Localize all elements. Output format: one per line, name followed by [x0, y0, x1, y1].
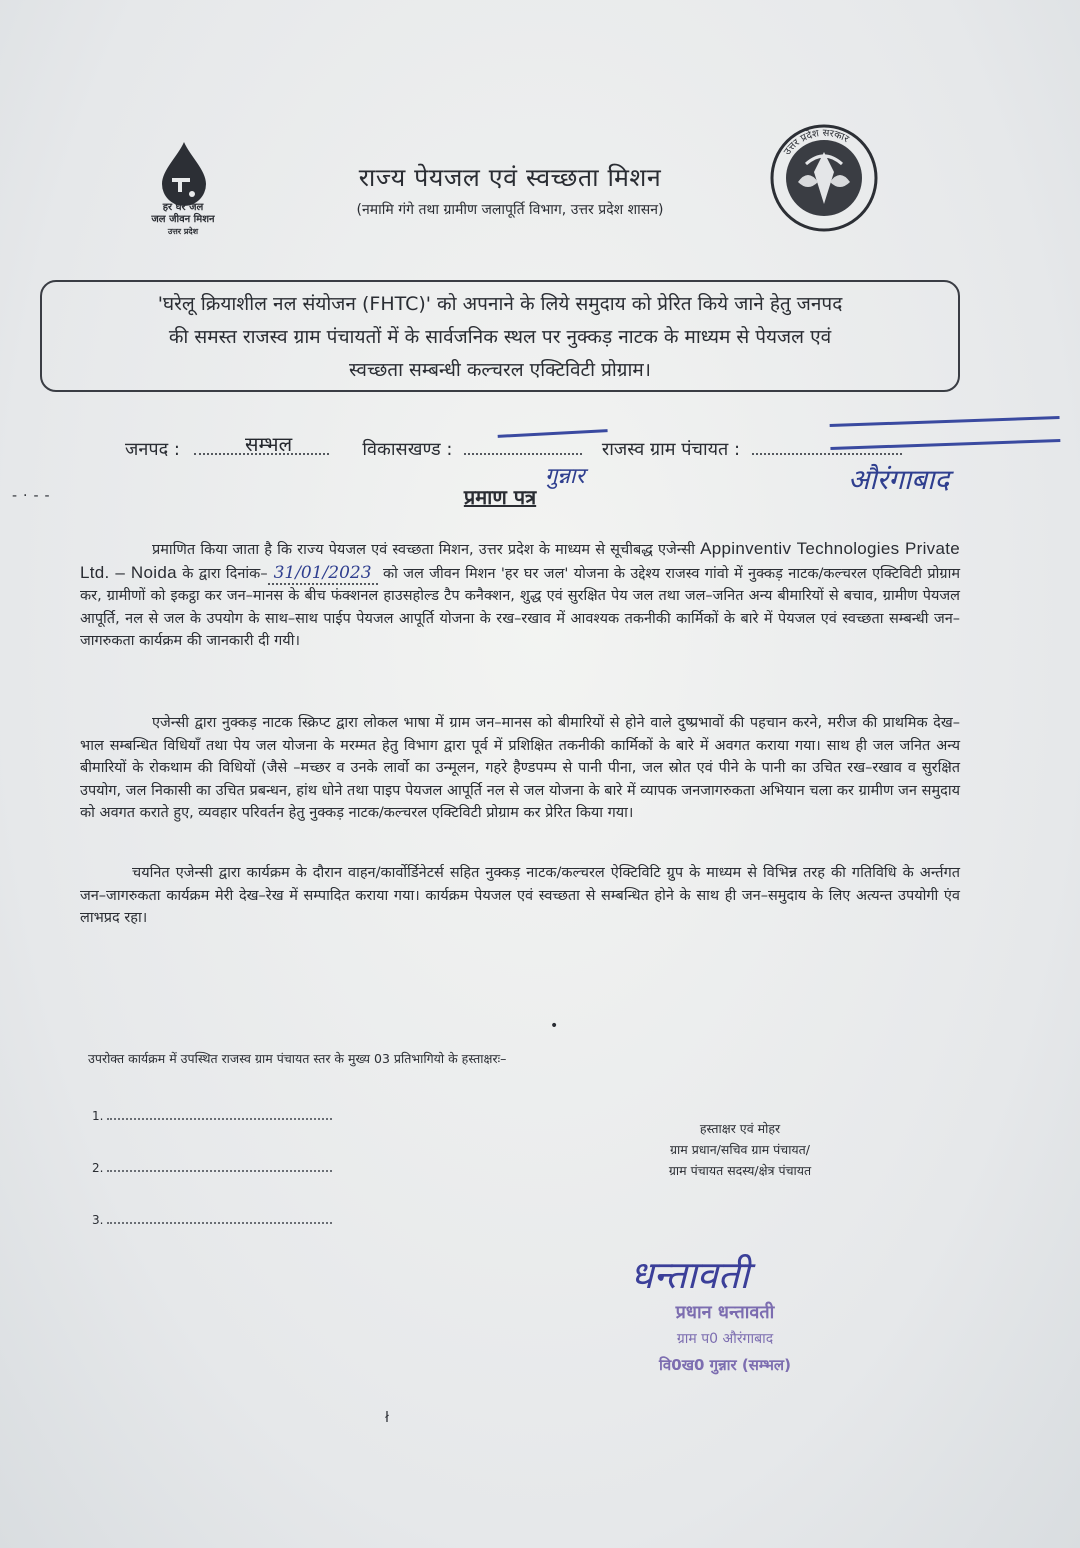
para2-text: एजेन्सी द्वारा नुक्कड़ नाटक स्क्रिप्ट द्वारा लोकल भाषा में ग्राम जन–मानस को बीमारियों से होने वाले दुष्प्रभावों की पहचान करने, मरीज की प्राथमिक देख–भाल सम्बन्धित विधियाँ तथा पेय जल योजना के मरम्मत हेतु विभाग द्वारा पूर्व में प्रशिक्षित तकनीकी कार्मिकों के बारे में अवगत कराया गया। साथ ही जल जनित अन्य बीमारियों के रोकथाम की विधियों (जैसे –मच्छर व उनके लार्वो का उन्मूलन, गहरे हैण्डपम्प से पानी पीना, जल स्रोत एवं पीने के पानी का उचित रख–रखाव व सुरक्षित उपयोग, जल निकासी का उचित प्रबन्धन, हांथ धोने तथा पाइप पेयजल आपूर्ति नल से जल योजना के बारे में व्यापक जनजागरुकता अभियान चला कर ग्रामीण जन समुदाय को अवगत कराते हुए, व्यवहार परिवर्तन हेतु नुक्कड़ नाटक/कल्चरल एक्टिविटी प्रोग्राम कर प्रेरित किया गया।	[80, 715, 960, 821]
margin-mark: -·--	[12, 488, 56, 504]
para1-part-a: प्रमाणित किया जाता है कि राज्य पेयजल एवं स्वच्छता मिशन, उत्तर प्रदेश के माध्यम से सूचीबद्ध एजेन्सी	[152, 542, 695, 558]
sign-block-line-3: ग्राम पंचायत सदस्य/क्षेत्र पंचायत	[668, 1163, 812, 1178]
vikaskhand-label: विकासखण्ड :	[362, 439, 453, 460]
certificate-paragraph-2	[80, 712, 960, 825]
har-ghar-jal-logo-icon	[148, 138, 220, 210]
agency-name: Appinventiv Technologies Private Ltd. – Noida	[80, 539, 960, 582]
sign-block-line-2: ग्राम प्रधान/सचिव ग्राम पंचायत/	[669, 1142, 811, 1157]
stray-mark: •	[550, 1018, 559, 1034]
banner-line-2: की समस्त राजस्व ग्राम पंचायतों में के सार्वजनिक स्थल पर नुक्कड़ नाटक के माध्यम से पेयजल एवं	[168, 326, 832, 348]
banner-text	[56, 288, 944, 387]
vikaskhand-value: गुन्नार	[545, 464, 585, 489]
svg-text:उत्तर प्रदेश सरकार: उत्तर प्रदेश सरकार	[781, 127, 851, 158]
certificate-paragraph-1: प्रमाणित किया जाता है कि राज्य पेयजल एवं स्वच्छता मिशन, उत्तर प्रदेश के माध्यम से सूचीबद्ध एजेन्सी Appinventiv Technologies Private Ltd. – Noida के द्वारा दिनांक– 31/01/2023 को जल जीवन मिशन 'हर घर जल' योजना के उद्देश्य राजस्व गांवो में नुक्कड़ नाटक/कल्चरल एक्टिविटी प्रोग्राम कर, ग्रामीणों को इकट्ठा कर जन–मानस के बीच फंक्शनल हाउसहोल्ड टैप कनैक्शन, शुद्ध एवं सुरक्षित पेय जल तथा जल–जनित अन्य बीमारियों से बचाव, ग्रामीण पेयजल आपूर्ति, नल से जल के उपयोग के साथ–साथ पाईप पेयजल आपूर्ति योजना के रख–रखाव में आवश्यक तकनीकी कार्मिकों के बारे में पेयजल एवं स्वच्छता सम्बन्धी जन–जागरुकता कार्यक्रम की जानकारी दी गयी।	[80, 539, 961, 649]
programme-banner	[40, 280, 960, 392]
para1-part-b: के द्वारा दिनांक	[182, 565, 261, 582]
participant-number-1: 1.	[92, 1109, 104, 1123]
pradhan-stamp	[600, 1300, 850, 1378]
logo-caption	[128, 202, 238, 238]
logo-line-3: उत्तर प्रदेश	[167, 227, 199, 236]
participants-signature-intro: उपरोक्त कार्यक्रम में उपस्थित राजस्व ग्राम पंचायत स्तर के मुख्य 03 प्रतिभागियो के हस्ताक्षरः–	[88, 1051, 507, 1066]
programme-date: 31/01/2023	[268, 563, 378, 585]
participant-signature-line-2	[92, 1160, 342, 1175]
panchayat-value: औरंगाबाद	[848, 463, 950, 496]
certificate-paragraph-3	[80, 862, 960, 930]
banner-line-3: स्वच्छता सम्बन्धी कल्चरल एक्टिविटी प्रोग्राम।	[349, 359, 651, 381]
emblem-ring-text	[768, 122, 880, 234]
certificate-title: प्रमाण पत्र	[463, 485, 537, 509]
participant-number-3: 3.	[92, 1213, 104, 1227]
page-subtitle: (नमामि गंगे तथा ग्रामीण जलापूर्ति विभाग, उत्तर प्रदेश शासन)	[356, 202, 664, 218]
logo-line-1: हर घर जल	[162, 202, 204, 213]
participant-signature-line-1	[92, 1108, 342, 1123]
para1-part-c: को जल जीवन मिशन 'हर घर जल' योजना के उद्देश्य राजस्व गांवो में नुक्कड़ नाटक/कल्चरल एक्टिविटी प्रोग्राम कर, ग्रामीणों को इकट्ठा कर जन–मानस के बीच फंक्शनल हाउसहोल्ड टैप कनैक्शन, शुद्ध एवं सुरक्षित पेय जल तथा जल–जनित अन्य बीमारियों से बचाव, ग्रामीण पेयजल आपूर्ति, नल से जल के उपयोग के साथ–साथ पाईप पेयजल आपूर्ति योजना के रख–रखाव में आवश्यक तकनीकी कार्मिकों के बारे में पेयजल एवं स्वच्छता सम्बन्धी जन–जागरुकता कार्यक्रम की जानकारी दी गयी।	[80, 565, 961, 649]
banner-line-1: 'घरेलू क्रियाशील नल संयोजन (FHTC)' को अपनाने के लिये समुदाय को प्रेरित किये जाने हेतु जनपद	[157, 293, 843, 315]
stray-mark-2: ł	[385, 1410, 389, 1426]
janpad-value: सम्भल	[245, 432, 293, 456]
page-title: राज्य पेयजल एवं स्वच्छता मिशन	[358, 163, 662, 192]
participant-signature-line-3	[92, 1212, 342, 1227]
logo-line-2: जल जीवन मिशन	[151, 214, 215, 225]
stamp-line-2: ग्राम प0 औरंगाबाद	[676, 1331, 774, 1347]
sign-block-line-1: हस्ताक्षर एवं मोहर	[699, 1121, 781, 1136]
participant-number-2: 2.	[92, 1161, 104, 1175]
signature-and-seal-block	[620, 1118, 860, 1181]
para3-text: चयनित एजेन्सी द्वारा कार्यक्रम के दौरान वाहन/कार्वोर्डिनेटर्स सहित नुक्कड़ नाटक/कल्चरल ऐक्टिविटि ग्रुप के माध्यम से विभिन्न तरह की गतिविधि के अर्न्तगत जन–जागरुकता कार्यक्रम मेरी देख–रेख में सम्पादित कराया गया। कार्यक्रम पेयजल एवं स्वच्छता से सम्बन्धित होने के साथ ही जन–समुदाय के लिए अत्यन्त उपयोगी एंव लाभप्रद रहा।	[80, 865, 960, 926]
handwritten-signature: धन्तावती	[630, 1253, 750, 1297]
panchayat-label: राजस्व ग्राम पंचायत :	[601, 439, 741, 460]
stamp-line-1: प्रधान धन्तावती	[675, 1302, 775, 1323]
janpad-label: जनपद :	[125, 439, 180, 460]
stamp-line-3: वि0ख0 गुन्नार (सम्भल)	[659, 1356, 791, 1374]
